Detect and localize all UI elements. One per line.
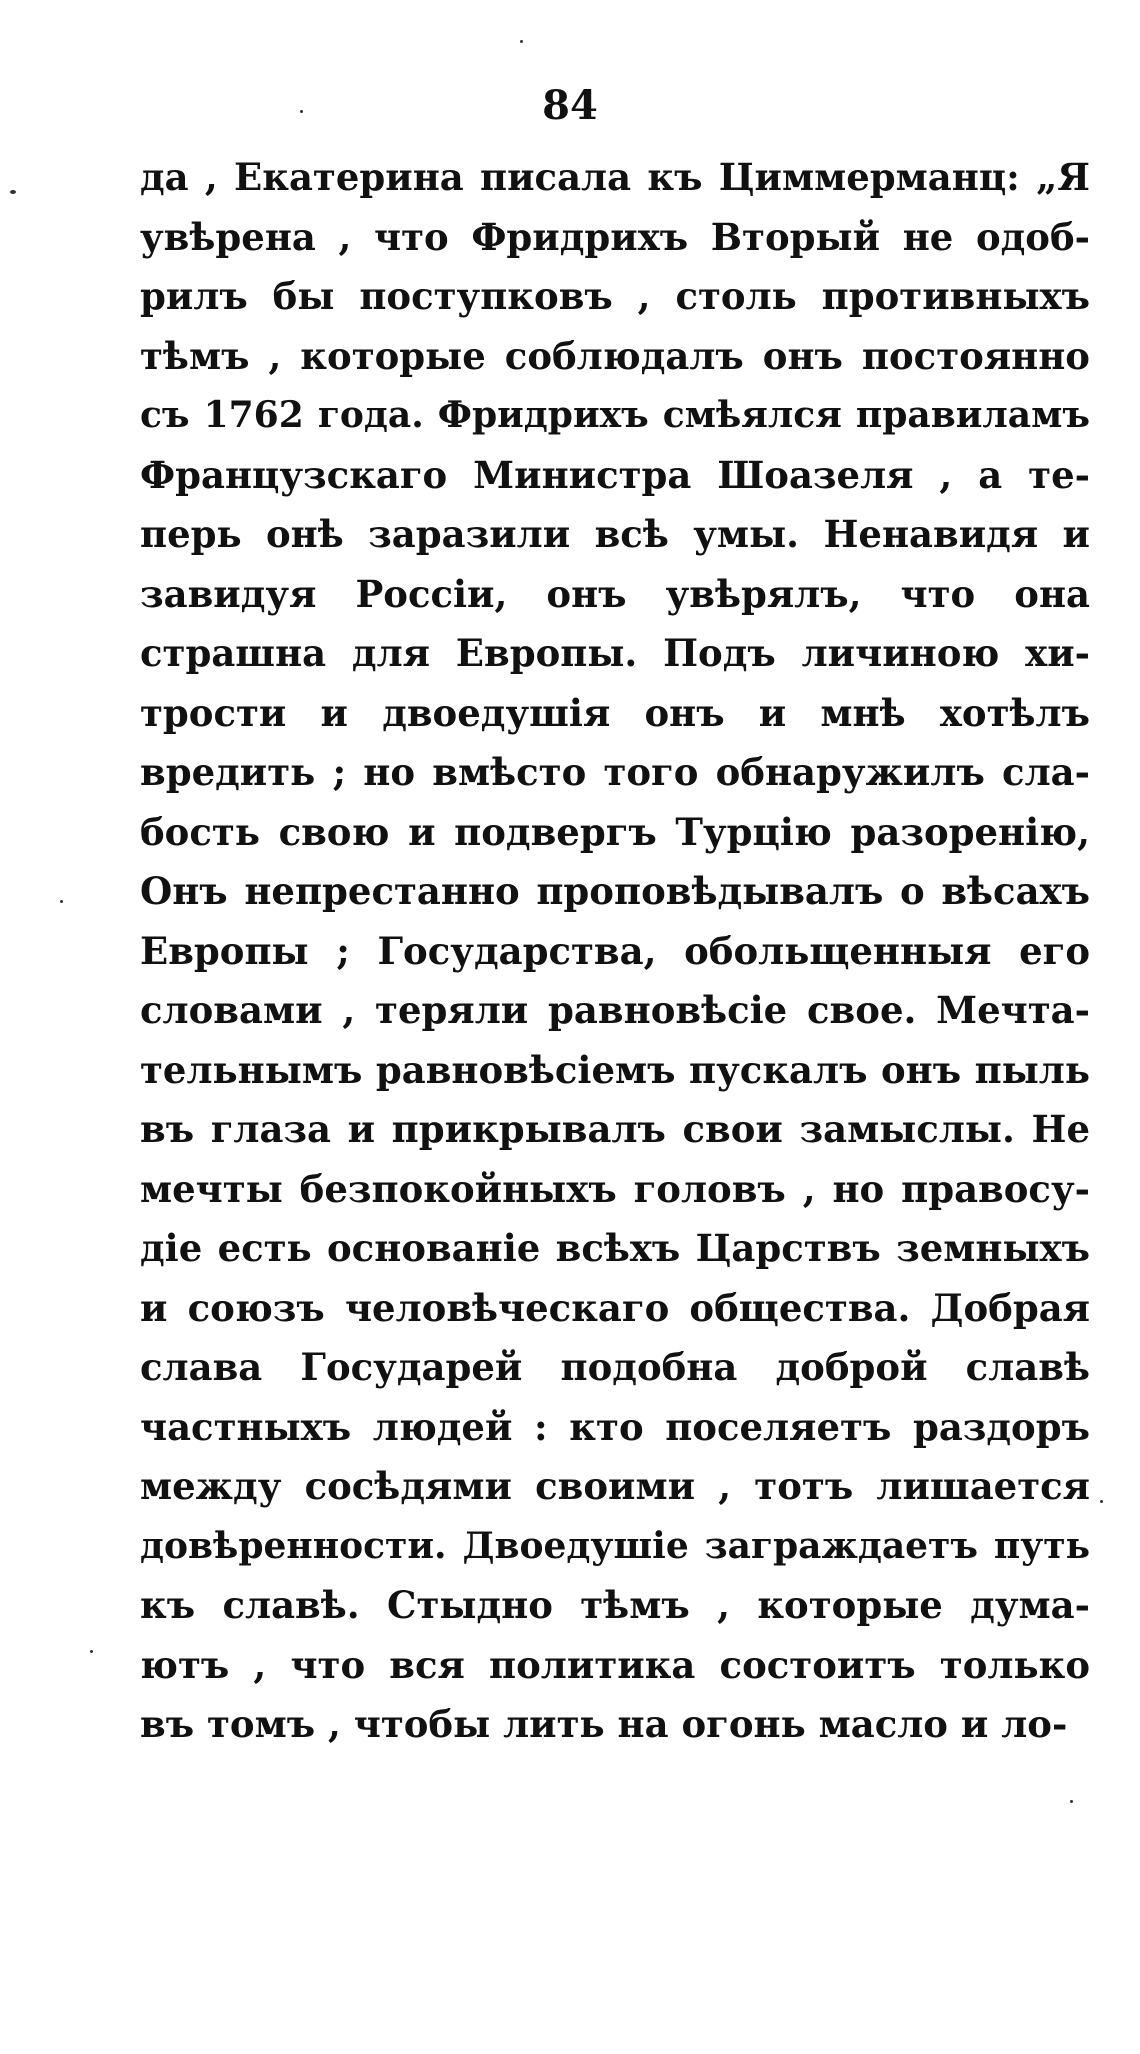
paper-speck — [1100, 1500, 1103, 1503]
page-number: 84 — [542, 82, 598, 129]
text-line: словами , теряли равновѣсіе свое. Мечта- — [140, 988, 1090, 1032]
text-line: къ славѣ. Стыдно тѣмъ , которые дума- — [140, 1583, 1090, 1627]
text-line: страшна для Европы. Подъ личиною хи- — [140, 631, 1090, 675]
paper-speck — [520, 40, 523, 43]
text-line: діе есть основаніе всѣхъ Царствъ земныхъ — [140, 1226, 1090, 1270]
text-line: вредить ; но вмѣсто того обнаружилъ сла- — [140, 750, 1090, 794]
paper-speck — [300, 110, 303, 113]
text-line: частныхъ людей : кто поселяетъ раздоръ — [140, 1404, 1090, 1449]
paper-speck — [10, 190, 16, 194]
text-line: ютъ , что вся политика состоитъ только — [140, 1642, 1090, 1687]
paper-speck — [60, 900, 63, 903]
text-line: перь онѣ заразили всѣ умы. Ненавидя и — [140, 512, 1090, 556]
text-line: увѣрена , что Фридрихъ Вторый не одоб- — [140, 214, 1090, 259]
text-line: да , Екатерина писала къ Циммерманц: „Я — [140, 155, 1090, 199]
text-line: трости и двоедушія онъ и мнѣ хотѣлъ — [140, 690, 1090, 735]
text-line: бость свою и подвергъ Турцію разоренію, — [140, 809, 1090, 854]
text-line: завидуя Россіи, онъ увѣрялъ, что она — [140, 571, 1090, 616]
text-line: тельнымъ равновѣсіемъ пускалъ онъ пыль — [140, 1047, 1090, 1092]
body-text — [140, 148, 1090, 1755]
text-line: съ 1762 года. Фридрихъ смѣялся правиламъ — [140, 394, 1090, 436]
text-line: мечты безпокойныхъ головъ , но правосу- — [140, 1166, 1090, 1211]
text-line: Онъ непрестанно проповѣдывалъ о вѣсахъ — [140, 869, 1090, 913]
text-line: довѣренности. Двоедушіе заграждаетъ путь — [140, 1524, 1090, 1567]
text-line: Европы ; Государства, обольщенныя его — [140, 928, 1090, 973]
text-line: между сосѣдями своими , тотъ лишается — [140, 1464, 1090, 1508]
text-line: и союзъ человѣческаго общества. Добрая — [140, 1285, 1090, 1330]
paper-speck — [90, 1650, 93, 1653]
text-line: тѣмъ , которые соблюдалъ онъ постоянно — [140, 333, 1090, 378]
text-line: слава Государей подобна доброй славѣ — [140, 1345, 1090, 1389]
text-line: Французскаго Министра Шоазеля , а те- — [140, 452, 1090, 497]
text-line: въ глаза и прикрывалъ свои замыслы. Не — [140, 1107, 1090, 1151]
text-line: рилъ бы поступковъ , столь противныхъ — [140, 274, 1090, 318]
paper-speck — [1070, 1800, 1073, 1803]
text-line: въ томъ , чтобы лить на огонь масло и ло- — [140, 1702, 1068, 1746]
